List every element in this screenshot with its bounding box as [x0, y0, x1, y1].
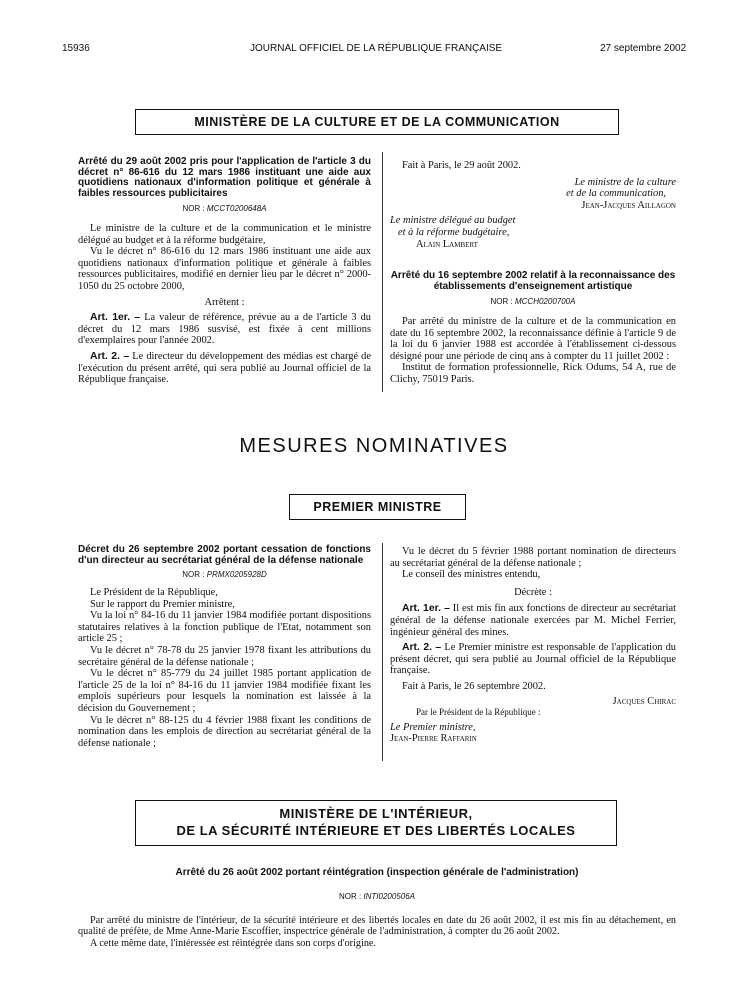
article-text: Il est mis fin aux fonctions de directeur au secrétariat général de la défense nationale exercées par M. Michel Ferrier, ingénieur général des mines. [390, 603, 676, 638]
article-label: Art. 1er. – [90, 312, 141, 324]
nor-label: NOR : [182, 570, 207, 579]
par-le-president: Par le Président de la République : [416, 707, 541, 718]
article-text: La valeur de référence, prévue au a de l'article 3 du décret du 12 mars 1986 susvisé, est fixée à cent millions d'exemplaires pour l'année 2002. [78, 312, 371, 347]
signatory-name: Jean-Jacques Aillagon [581, 199, 676, 211]
signatory-role: Le ministre délégué au budget [390, 215, 516, 227]
decret-nor [78, 570, 371, 579]
arrete-interieur-paragraph: A cette même date, l'intéressée est réintégrée dans son corps d'origine. [90, 937, 376, 949]
ministry-heading-culture: MINISTÈRE DE LA CULTURE ET DE LA COMMUNICATION [135, 109, 619, 135]
article-text: Le directeur du développement des médias est chargé de l'exécution du présent arrêté, qui sera publié au Journal officiel de la République française. [78, 350, 371, 386]
arrete-interieur-paragraph: Par arrêté du ministre de l'intérieur, de la sécurité intérieure et des libertés locales en date du 26 août 2002, il est mis fin au détachement, en qualité de préfète, de Mme Anne-Marie Escoffier, inspectrice générale de l'administration, à compter du 26 août 2002. [78, 914, 676, 938]
arrete-1-nor [78, 204, 371, 213]
signatory-role: et de la communication, [566, 188, 666, 200]
decret-title: Décret du 26 septembre 2002 portant cessation de fonctions d'un directeur au secrétariat général de la défense nationale [78, 544, 371, 566]
decret-block [78, 545, 371, 749]
nor-code: MCCH0200700A [514, 297, 576, 306]
ministry-heading-line: DE LA SÉCURITÉ INTÉRIEURE ET DES LIBERTÉS LOCALES [176, 823, 576, 838]
signatory-role: Le ministre de la culture [574, 176, 676, 188]
arrete-2-nor [390, 297, 676, 306]
signatory-role: et à la réforme budgétaire, [398, 226, 510, 238]
nor-code: INTI0200506A [363, 891, 416, 901]
page-date: 27 septembre 2002 [600, 43, 687, 54]
signatory-name: Jacques Chirac [612, 695, 676, 707]
fait-a-paris: Fait à Paris, le 29 août 2002. [402, 160, 521, 171]
arrete-2-paragraph: Par arrêté du ministre de la culture et de la communication en date du 16 septembre 2002, la reconnaissance définie à l'article 9 de la loi du 6 janvier 1988 est accordée à l'établissement ci-dessous désigné pour une période de cinq ans à compter du 11 juillet 2002 : [390, 316, 676, 362]
arrete-1-paragraph: Le ministre de la culture et de la communication et le ministre délégué au budget et à la réforme budgétaire, [78, 223, 371, 246]
arrete-1-title: Arrêté du 29 août 2002 pris pour l'application de l'article 3 du décret n° 86-616 du 12 mars 1986 instituant une aide aux quotidiens nationaux d'information politique et générale à faibles ressources publicitaires [78, 156, 371, 199]
signatory-name: Jean-Pierre Raffarin [390, 733, 477, 745]
column-divider [382, 543, 383, 761]
nor-code: MCCT0200648A [206, 204, 267, 213]
decret-paragraph: Vu le décret n° 88-125 du 4 février 1988 fixant les conditions de nomination dans les emplois de direction au secrétariat général de la défense nationale ; [78, 714, 371, 749]
decrete-label: Décrète : [514, 586, 552, 598]
decret-paragraph: Vu le décret n° 85-779 du 24 juillet 1985 portant application de l'article 25 de la loi n° 84-16 du 11 janvier 1984 modifiée fixant les emplois supérieurs pour lesquels la nomination est laissée à la décision du Gouvernement ; [78, 668, 371, 714]
article-label: Art. 2. – [90, 350, 130, 362]
arrete-2-block [390, 271, 676, 386]
nor-label: NOR : [182, 204, 207, 213]
ministry-heading-premier-ministre: PREMIER MINISTRE [289, 494, 466, 520]
decret-paragraph: Le Président de la République, [90, 587, 218, 598]
decret-paragraph: Le conseil des ministres entendu, [402, 569, 541, 581]
arrete-interieur-title: Arrêté du 26 août 2002 portant réintégration (inspection générale de l'administration) [175, 867, 579, 878]
signatory-name: Alain Lambert [416, 238, 478, 250]
section-heading-mesures-nominatives: MESURES NOMINATIVES [239, 435, 509, 457]
nor-code: PRMX0205928D [206, 570, 267, 579]
article-label: Art. 2. – [402, 642, 442, 654]
arrete-interieur-block [78, 868, 676, 949]
article-label: Art. 1er. – [402, 603, 450, 615]
nor-label: NOR : [338, 891, 364, 901]
arrete-2-title: Arrêté du 16 septembre 2002 relatif à la reconnaissance des établissements d'enseignement artistique [390, 270, 676, 292]
arretent-label: Arrêtent : [204, 296, 245, 308]
decret-paragraph: Sur le rapport du Premier ministre, [90, 598, 235, 610]
journal-title: JOURNAL OFFICIEL DE LA RÉPUBLIQUE FRANÇAISE [250, 43, 503, 54]
decret-paragraph: Vu le décret du 5 février 1988 portant nomination de directeurs au secrétariat général de la défense nationale ; [390, 546, 676, 569]
decret-article-2 [390, 642, 676, 677]
decret-paragraph: Vu la loi n° 84-16 du 11 janvier 1984 modifiée portant dispositions statutaires relatives à la fonction publique de l'Etat, notamment son article 25 ; [78, 610, 371, 645]
arrete-1-article-2 [78, 351, 371, 386]
ministry-heading-interieur [135, 800, 617, 846]
arrete-1-article-1 [78, 312, 371, 347]
signatory-role: Le Premier ministre, [390, 721, 476, 733]
arrete-2-paragraph: Institut de formation professionnelle, Rick Odums, 54 A, rue de Clichy, 75019 Paris. [390, 362, 676, 385]
ministry-heading-line: MINISTÈRE DE L'INTÉRIEUR, [279, 806, 473, 821]
arrete-1-paragraph: Vu le décret n° 86-616 du 12 mars 1986 instituant une aide aux quotidiens nationaux d'information politique et générale à faibles ressources publicitaires, modifié en dernier lieu par le décret n° 2000-1050 du 25 octobre 2000, [78, 246, 371, 292]
article-text: Le Premier ministre est responsable de l'application du présent décret, qui sera publié au Journal officiel de la République française. [390, 642, 676, 677]
nor-label: NOR : [490, 297, 515, 306]
decret-continued [390, 546, 676, 745]
column-divider [382, 152, 383, 392]
fait-a-paris: Fait à Paris, le 26 septembre 2002. [402, 680, 546, 692]
decret-paragraph: Vu le décret n° 78-78 du 25 janvier 1978 fixant les attributions du secrétaire général de la défense nationale ; [78, 644, 371, 668]
decret-article-1 [390, 603, 676, 638]
arrete-1-signatures [390, 160, 676, 250]
page-number: 15936 [62, 43, 90, 54]
arrete-interieur-nor [78, 892, 676, 901]
arrete-1-block [78, 157, 371, 386]
